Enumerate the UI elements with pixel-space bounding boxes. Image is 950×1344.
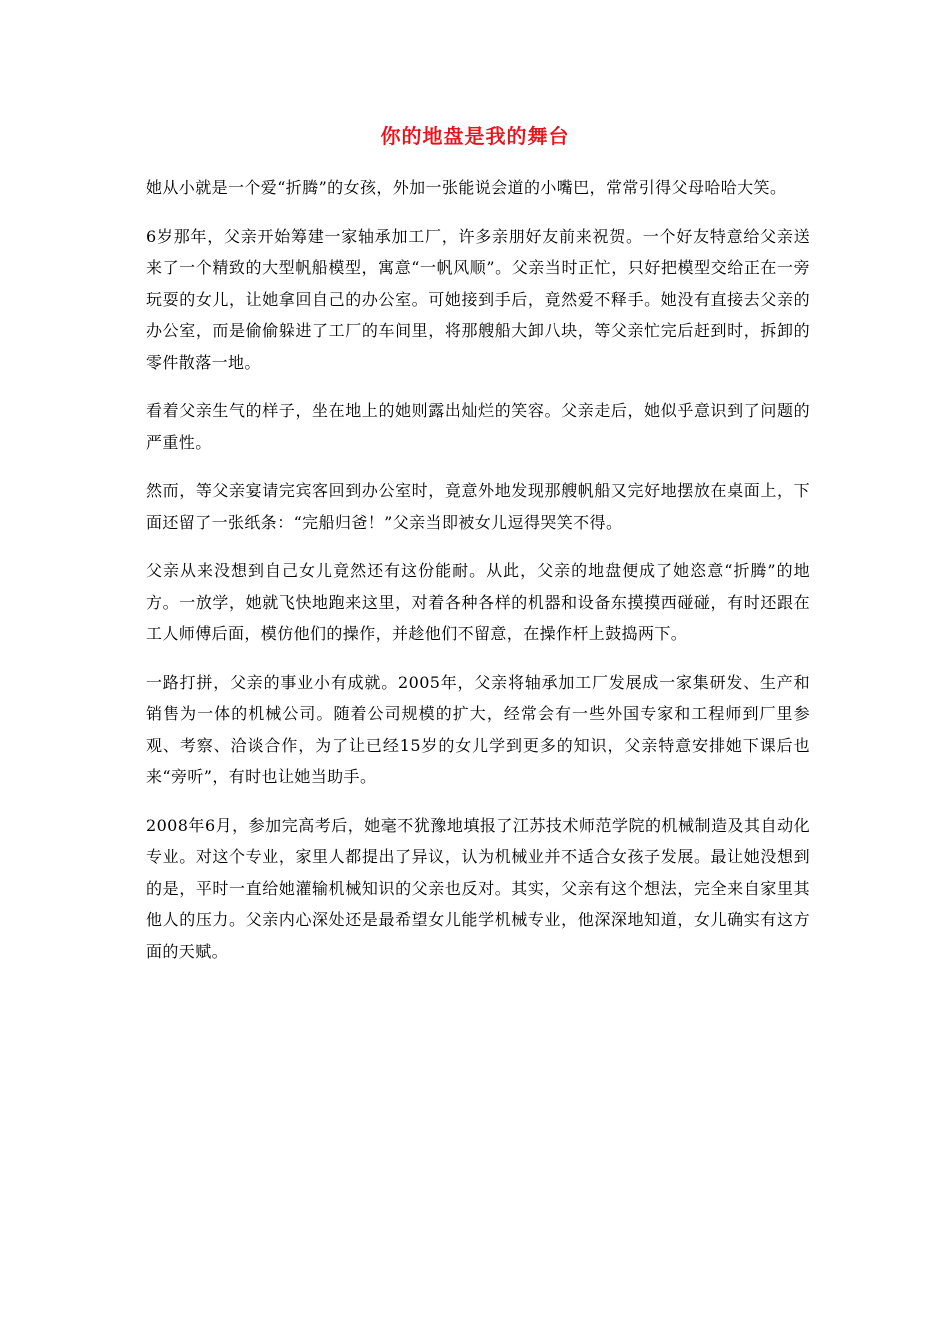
paragraph-1: 她从小就是一个爱“折腾”的女孩，外加一张能说会道的小嘴巴，常常引得父母哈哈大笑。	[146, 178, 787, 197]
document-body	[146, 172, 810, 984]
paragraph-5: 父亲从来没想到自己女儿竟然还有这份能耐。从此，父亲的地盘便成了她恣意“折腾”的地方。一放学，她就飞快地跑来这里，对着各种各样的机器和设备东摸摸西碰碰，有时还跟在工人师傅后面，模仿他们的操作，并趁他们不留意，在操作杆上鼓捣两下。	[146, 561, 810, 643]
paragraph-4: 然而，等父亲宴请完宾客回到办公室时，竟意外地发现那艘帆船又完好地摆放在桌面上，下面还留了一张纸条：“完船归爸！”父亲当即被女儿逗得哭笑不得。	[146, 481, 810, 532]
paragraph-3: 看着父亲生气的样子，坐在地上的她则露出灿烂的笑容。父亲走后，她似乎意识到了问题的严重性。	[146, 401, 810, 452]
document-title: 你的地盘是我的舞台	[380, 124, 570, 148]
paragraph-7: 2008年6月，参加完高考后，她毫不犹豫地填报了江苏技术师范学院的机械制造及其自动化专业。对这个专业，家里人都提出了异议，认为机械业并不适合女孩子发展。最让她没想到的是，平时一直给她灌输机械知识的父亲也反对。其实，父亲有这个想法，完全来自家里其他人的压力。父亲内心深处还是最希望女儿能学机械专业，他深深地知道，女儿确实有这方面的天赋。	[146, 815, 810, 961]
paragraph-6: 一路打拼，父亲的事业小有成就。2005年，父亲将轴承加工厂发展成一家集研发、生产和销售为一体的机械公司。随着公司规模的扩大，经常会有一些外国专家和工程师到厂里参观、考察、洽谈合作，为了让已经15岁的女儿学到更多的知识，父亲特意安排她下课后也来“旁听”，有时也让她当助手。	[146, 672, 810, 786]
paragraph-2: 6岁那年，父亲开始筹建一家轴承加工厂，许多亲朋好友前来祝贺。一个好友特意给父亲送来了一个精致的大型帆船模型，寓意“一帆风顺”。父亲当时正忙，只好把模型交给正在一旁玩耍的女儿，让她拿回自己的办公室。可她接到手后，竟然爱不释手。她没有直接去父亲的办公室，而是偷偷躲进了工厂的车间里，将那艘船大卸八块，等父亲忙完后赶到时，拆卸的零件散落一地。	[146, 226, 810, 372]
